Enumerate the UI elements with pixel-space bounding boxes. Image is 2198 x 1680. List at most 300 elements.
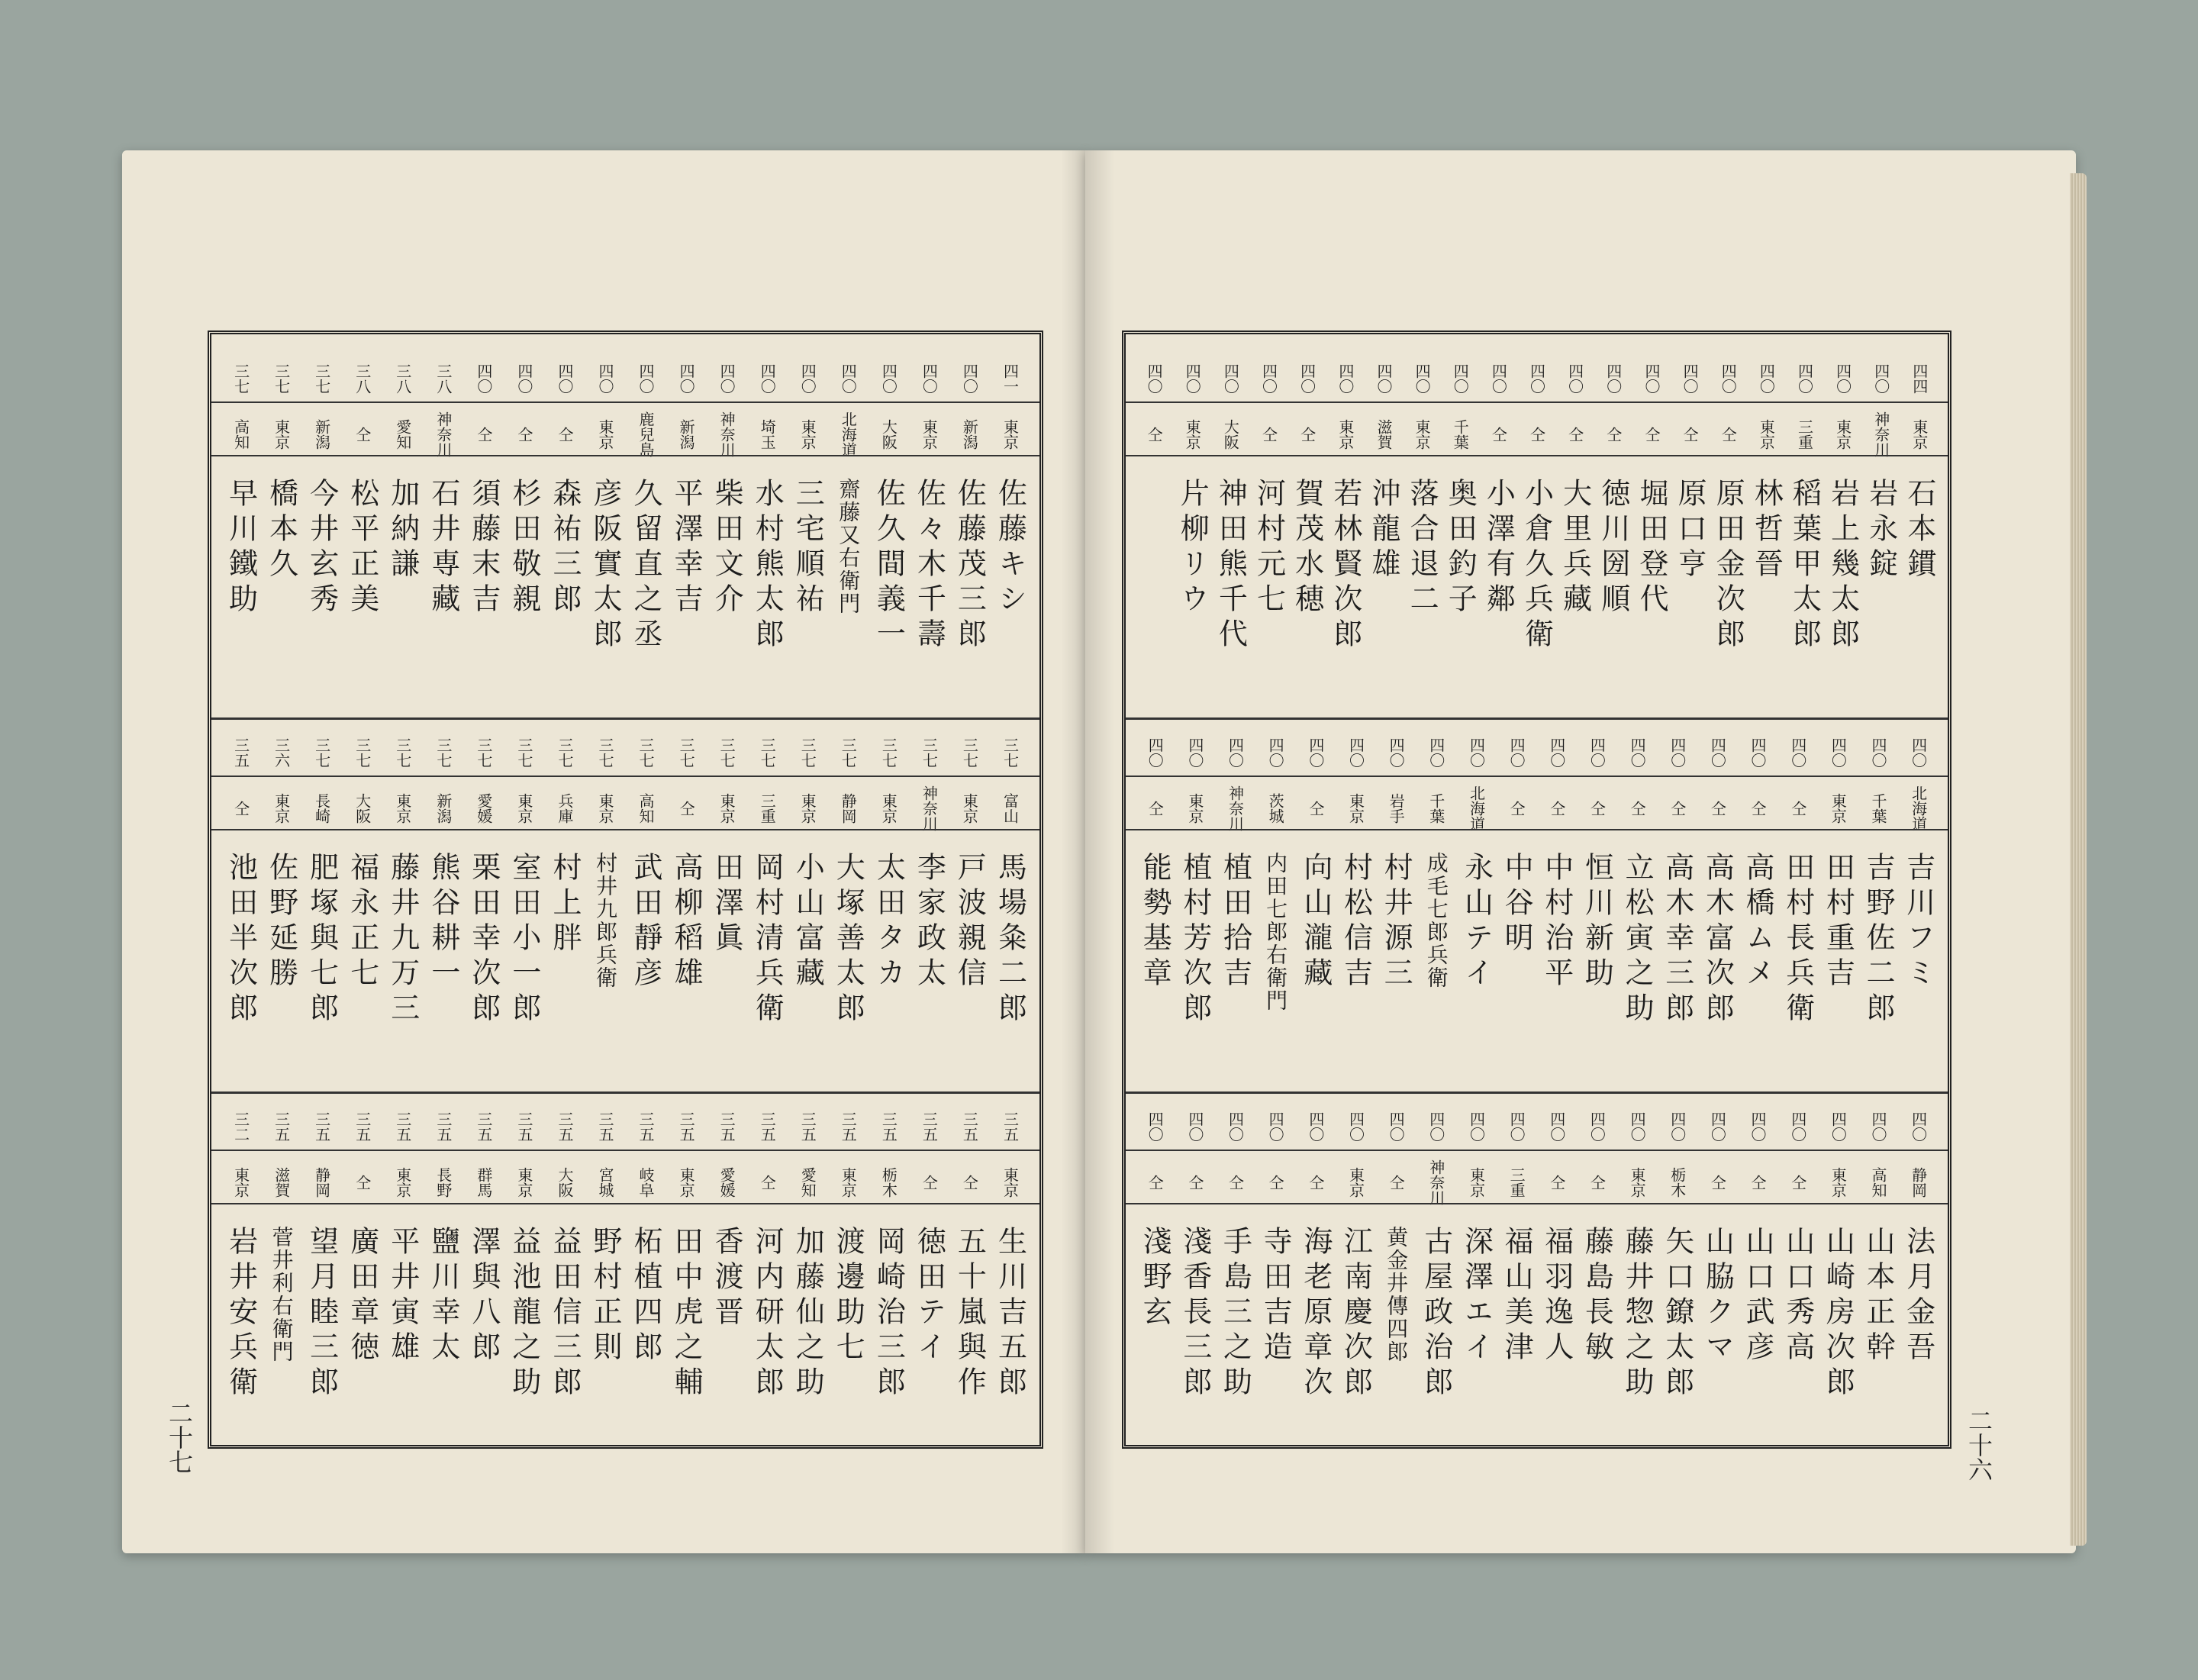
entry-name: 海老原章次 [1298, 1226, 1333, 1401]
entry-prefecture: 宮城 [596, 1167, 614, 1198]
entry-name: 吉川フミ [1901, 852, 1935, 992]
entry-age: 四〇 [1183, 363, 1202, 394]
entry-column [1858, 1105, 1899, 1417]
entry-age: 四〇 [1871, 363, 1890, 394]
entry-column [1777, 731, 1818, 1043]
entry-name: 永山テイ [1459, 852, 1494, 992]
entry-name: 田中虎之輔 [669, 1226, 704, 1401]
entry-age: 三五 [474, 1111, 493, 1142]
entry-name: 徳川圀順 [1596, 478, 1630, 618]
entry-prefecture: 仝 [1226, 1175, 1245, 1190]
entry-name: 柘植四郎 [629, 1226, 663, 1366]
entry-age: 三五 [1001, 1111, 1020, 1142]
entry-column [423, 731, 463, 1043]
entry-column [1632, 357, 1671, 669]
entry-prefecture: 北海道 [1909, 785, 1928, 831]
entry-prefecture: 仝 [1719, 427, 1738, 442]
entry-age: 四〇 [1748, 1111, 1768, 1142]
entry-column [626, 1105, 666, 1417]
entry-name: 野村正則 [588, 1226, 622, 1366]
entry-prefecture: 仝 [555, 427, 574, 442]
entry-column [1336, 1105, 1376, 1417]
entry-prefecture: 仝 [1185, 1175, 1204, 1190]
entry-name: 恒川新助 [1580, 852, 1614, 992]
entry-age: 四〇 [1719, 363, 1738, 394]
entry-prefecture: 仝 [1748, 801, 1768, 816]
entry-name: 福山美津 [1500, 1226, 1534, 1366]
entry-age: 三八 [393, 363, 412, 394]
entry-age: 四〇 [1909, 737, 1928, 768]
entry-column [1497, 731, 1537, 1043]
entry-age: 四〇 [1346, 737, 1365, 768]
entry-prefecture: 東京 [879, 793, 898, 824]
entry-prefecture: 愛媛 [474, 793, 493, 824]
entry-age: 三五 [717, 1111, 736, 1142]
entry-age: 四〇 [1306, 1111, 1325, 1142]
entry-prefecture: 東京 [1001, 419, 1020, 450]
entry-age: 三五 [677, 1111, 696, 1142]
rule-line [1126, 776, 1948, 777]
rule-line [1126, 829, 1948, 830]
entry-prefecture: 東京 [960, 793, 979, 824]
entry-column [1536, 731, 1577, 1043]
entry-prefecture: 東京 [1833, 419, 1852, 450]
entry-prefecture: 仝 [353, 1175, 372, 1190]
entry-name: 田村長兵衛 [1781, 852, 1815, 1027]
entry-column [382, 731, 423, 1043]
entry-age: 四〇 [1146, 1111, 1165, 1142]
entry-column [1497, 1105, 1537, 1417]
entry-prefecture: 仝 [1681, 427, 1700, 442]
entry-column [747, 731, 788, 1043]
entry-prefecture: 仝 [1266, 1175, 1285, 1190]
entry-prefecture: 神奈川 [1226, 785, 1245, 831]
entry-column [463, 1105, 504, 1417]
entry-prefecture: 仝 [1489, 427, 1508, 442]
entry-band [1135, 1105, 1939, 1417]
entry-name: 平井寅雄 [385, 1226, 420, 1366]
entry-age: 四〇 [1547, 1111, 1566, 1142]
entry-name: 原田金次郎 [1711, 478, 1745, 653]
entry-prefecture: 仝 [1547, 1175, 1566, 1190]
rule-line [1126, 401, 1948, 403]
entry-prefecture: 千葉 [1869, 793, 1888, 824]
entry-age: 四〇 [1451, 363, 1470, 394]
entry-prefecture: 仝 [1547, 801, 1566, 816]
entry-name: 成毛七郎兵衛 [1423, 852, 1449, 989]
entry-column [1594, 357, 1632, 669]
entry-age: 四〇 [1628, 1111, 1647, 1142]
entry-column [1135, 1105, 1175, 1417]
entry-prefecture: 東京 [596, 419, 614, 450]
entry-prefecture: 仝 [1387, 1175, 1406, 1190]
entry-name: 神田熊千代 [1213, 478, 1248, 653]
entry-column [1785, 357, 1823, 669]
entry-prefecture: 東京 [1413, 419, 1432, 450]
entry-column [1365, 357, 1403, 669]
entry-age: 四〇 [1507, 737, 1526, 768]
entry-prefecture: 神奈川 [1426, 1159, 1445, 1205]
entry-prefecture: 仝 [677, 801, 696, 816]
entry-name: 山脇クマ [1700, 1226, 1735, 1366]
entry-column [707, 357, 747, 669]
band-divider [211, 1092, 1039, 1094]
entry-name: 太田タカ [872, 852, 906, 992]
entry-band [1135, 357, 1939, 669]
entry-name: 香渡晋 [710, 1226, 744, 1331]
entry-age: 三五 [758, 1111, 777, 1142]
entry-age: 三五 [960, 1111, 979, 1142]
entry-column [1617, 1105, 1658, 1417]
entry-prefecture: 東京 [677, 1167, 696, 1198]
entry-column [1818, 731, 1858, 1043]
entry-column [949, 357, 990, 669]
entry-name: 佐々木千壽 [912, 478, 946, 653]
entry-age: 四〇 [1489, 363, 1508, 394]
entry-name: 杉田敬親 [507, 478, 541, 618]
entry-age: 四〇 [1587, 1111, 1607, 1142]
entry-column [1577, 731, 1617, 1043]
entry-age: 四〇 [1185, 737, 1204, 768]
entry-column [666, 1105, 707, 1417]
entry-name: 齋藤又右衛門 [836, 478, 862, 615]
entry-name: 熊谷耕一 [426, 852, 460, 992]
entry-prefecture: 仝 [1507, 801, 1526, 816]
entry-column [1671, 357, 1709, 669]
entry-age: 四〇 [1668, 737, 1687, 768]
entry-column [423, 357, 463, 669]
entry-column [1456, 731, 1497, 1043]
band-divider [1126, 717, 1948, 720]
entry-column [1617, 731, 1658, 1043]
entry-column [1211, 357, 1249, 669]
entry-prefecture: 東京 [717, 793, 736, 824]
entry-age: 四〇 [1426, 737, 1445, 768]
entry-age: 四〇 [1748, 737, 1768, 768]
entry-band [1135, 731, 1939, 1043]
entry-column [1215, 1105, 1255, 1417]
entry-age: 三七 [312, 363, 331, 394]
entry-prefecture: 滋賀 [1374, 419, 1393, 450]
entry-column [828, 1105, 869, 1417]
entry-column [423, 1105, 463, 1417]
entry-age: 四〇 [1387, 737, 1406, 768]
entry-prefecture: 仝 [1642, 427, 1661, 442]
entry-column [1135, 357, 1173, 669]
entry-name: 山本正幹 [1861, 1226, 1896, 1366]
entry-prefecture: 仝 [1587, 801, 1607, 816]
entry-column [1416, 1105, 1456, 1417]
entry-column [342, 1105, 382, 1417]
entry-column [869, 357, 909, 669]
entry-column [261, 357, 301, 669]
entry-name: 淺香長三郎 [1178, 1226, 1212, 1401]
entry-name: 法月金吾 [1901, 1226, 1935, 1366]
entry-name: 田村重吉 [1821, 852, 1855, 992]
entry-name: 深澤エイ [1459, 1226, 1494, 1366]
entry-column [544, 357, 585, 669]
entry-prefecture: 三重 [758, 793, 777, 824]
entry-prefecture: 高知 [1869, 1167, 1888, 1198]
entry-age: 四〇 [1413, 363, 1432, 394]
entry-column [342, 731, 382, 1043]
entry-name: 村井九郎兵衛 [593, 852, 618, 989]
entry-name: 今井玄秀 [305, 478, 339, 618]
entry-age: 四〇 [1788, 1111, 1807, 1142]
entry-column [1697, 1105, 1738, 1417]
entry-age: 四〇 [758, 363, 777, 394]
entry-prefecture: 仝 [1668, 801, 1687, 816]
entry-age: 四〇 [1708, 1111, 1727, 1142]
entry-age: 三五 [879, 1111, 898, 1142]
entry-age: 三六 [272, 737, 291, 768]
entry-age: 四〇 [1869, 1111, 1888, 1142]
entry-name: 高木幸三郎 [1660, 852, 1694, 1027]
entry-column [1862, 357, 1900, 669]
entry-prefecture: 仝 [1708, 1175, 1727, 1190]
entry-age: 四〇 [879, 363, 898, 394]
entry-age: 四〇 [1266, 1111, 1285, 1142]
entry-age: 三七 [879, 737, 898, 768]
entry-prefecture: 神奈川 [717, 411, 736, 457]
entry-column [1441, 357, 1479, 669]
entry-column [1249, 357, 1288, 669]
entry-prefecture: 栃木 [1668, 1167, 1687, 1198]
entry-prefecture: 北海道 [839, 411, 858, 457]
entry-column [1657, 1105, 1697, 1417]
entry-prefecture: 仝 [353, 427, 372, 442]
entry-age: 三七 [433, 737, 453, 768]
entry-name: 吉野佐二郎 [1861, 852, 1896, 1027]
entry-prefecture: 栃木 [879, 1167, 898, 1198]
entry-age: 三七 [272, 363, 291, 394]
page-edge-stack [2070, 173, 2087, 1546]
entry-column [1824, 357, 1862, 669]
entry-column [261, 1105, 301, 1417]
entry-prefecture: 岩手 [1387, 793, 1406, 824]
entry-prefecture: 仝 [1628, 801, 1647, 816]
entry-band [221, 1105, 1030, 1417]
entry-prefecture: 愛媛 [717, 1167, 736, 1198]
entry-age: 三五 [312, 1111, 331, 1142]
entry-column [1479, 357, 1517, 669]
entry-age: 四〇 [1681, 363, 1700, 394]
entry-name: 澤與八郎 [466, 1226, 501, 1366]
entry-name: 松平正美 [345, 478, 379, 618]
entry-name: 佐野延勝 [264, 852, 298, 992]
entry-prefecture: 富山 [1001, 793, 1020, 824]
entry-name: 柴田文介 [710, 478, 744, 618]
entry-name: 肥塚與七郎 [305, 852, 339, 1027]
entry-name: 淺野玄 [1138, 1226, 1172, 1331]
entry-name: 橋本久 [264, 478, 298, 583]
entry-prefecture: 仝 [1259, 427, 1278, 442]
entry-column [585, 731, 625, 1043]
entry-age: 四〇 [1426, 1111, 1445, 1142]
entry-prefecture: 三重 [1507, 1167, 1526, 1198]
entry-name: 平澤幸吉 [669, 478, 704, 618]
entry-age: 三五 [798, 1111, 817, 1142]
entry-name: 石本鏆 [1902, 478, 1936, 583]
entry-prefecture: 仝 [758, 1175, 777, 1190]
open-book [122, 141, 2076, 1561]
entry-age: 四〇 [555, 363, 574, 394]
entry-name: 岩永錠 [1864, 478, 1898, 583]
entry-column [707, 731, 747, 1043]
entry-name: 稻葉甲太郎 [1787, 478, 1822, 653]
entry-name: 岩井安兵衛 [224, 1226, 258, 1401]
entry-prefecture: 長野 [433, 1167, 453, 1198]
entry-prefecture: 東京 [1757, 419, 1776, 450]
entry-column [1416, 731, 1456, 1043]
entry-age: 四〇 [1297, 363, 1317, 394]
entry-prefecture: 愛知 [393, 419, 412, 450]
entry-name: 鹽川幸太 [426, 1226, 460, 1366]
entry-prefecture: 東京 [920, 419, 939, 450]
entry-age: 三五 [637, 1111, 656, 1142]
right-page-number: 二十六 [1964, 1408, 1993, 1482]
entry-name: 早川鐵助 [224, 478, 258, 618]
entry-name: 山口武彦 [1741, 1226, 1775, 1366]
entry-name: 小倉久兵衛 [1520, 478, 1554, 653]
entry-column [1173, 357, 1211, 669]
entry-age: 四〇 [474, 363, 493, 394]
entry-age: 四〇 [1226, 1111, 1245, 1142]
entry-column [1536, 1105, 1577, 1417]
entry-name: 江南慶次郎 [1339, 1226, 1373, 1401]
left-page-number: 二十七 [165, 1401, 194, 1474]
entry-age: 四〇 [798, 363, 817, 394]
entry-column [504, 357, 544, 669]
entry-column [382, 1105, 423, 1417]
entry-prefecture: 北海道 [1467, 785, 1486, 831]
entry-prefecture: 新潟 [960, 419, 979, 450]
entry-prefecture: 群馬 [474, 1167, 493, 1198]
rule-line [211, 1150, 1039, 1151]
entry-name: 河内研太郎 [750, 1226, 785, 1401]
entry-age: 三七 [920, 737, 939, 768]
entry-name: 廣田章徳 [345, 1226, 379, 1366]
entry-name: 黄金井傳四郎 [1384, 1226, 1410, 1363]
entry-column [909, 731, 949, 1043]
entry-prefecture: 兵庫 [555, 793, 574, 824]
entry-column [1326, 357, 1365, 669]
entry-name: 馬場粂二郎 [993, 852, 1027, 1027]
entry-name: 五十嵐與作 [952, 1226, 987, 1401]
entry-column [221, 357, 261, 669]
rule-line [1126, 1150, 1948, 1151]
entry-name: 古屋政治郎 [1419, 1226, 1453, 1401]
entry-prefecture: 東京 [272, 419, 291, 450]
entry-name: 佐藤茂三郎 [952, 478, 987, 653]
entry-band [221, 731, 1030, 1043]
entry-age: 四四 [1910, 363, 1929, 394]
entry-prefecture: 東京 [514, 1167, 533, 1198]
entry-name: 栗田幸次郎 [466, 852, 501, 1027]
entry-name: 戸波親信 [952, 852, 987, 992]
rule-line [211, 1203, 1039, 1204]
entry-prefecture: 東京 [1829, 793, 1848, 824]
entry-age: 三七 [231, 363, 250, 394]
entry-prefecture: 東京 [272, 793, 291, 824]
entry-prefecture: 東京 [1910, 419, 1929, 450]
entry-column [1709, 357, 1747, 669]
rule-line [211, 455, 1039, 456]
entry-age: 三七 [717, 737, 736, 768]
entry-column [585, 1105, 625, 1417]
entry-column [707, 1105, 747, 1417]
entry-column [261, 731, 301, 1043]
entry-name: 生川吉五郎 [993, 1226, 1027, 1401]
entry-age: 四〇 [677, 363, 696, 394]
entry-age: 四〇 [1259, 363, 1278, 394]
entry-age: 四〇 [1869, 737, 1888, 768]
entry-name: 岩上幾太郎 [1826, 478, 1860, 653]
entry-age: 四〇 [1527, 363, 1546, 394]
entry-name: 山口秀高 [1781, 1226, 1815, 1366]
entry-column [990, 731, 1030, 1043]
entry-prefecture: 鹿兒島 [637, 411, 656, 457]
entry-column [1255, 1105, 1296, 1417]
entry-column [626, 731, 666, 1043]
band-divider [211, 717, 1039, 720]
entry-prefecture: 東京 [393, 1167, 412, 1198]
entry-column [1135, 731, 1175, 1043]
entry-name: 向山瀧藏 [1298, 852, 1333, 992]
entry-prefecture: 新潟 [677, 419, 696, 450]
entry-column [1898, 731, 1939, 1043]
entry-name: 沖龍雄 [1366, 478, 1400, 583]
entry-column [1900, 357, 1939, 669]
entry-name: 河村元七 [1252, 478, 1286, 618]
entry-age: 四〇 [1642, 363, 1661, 394]
entry-age: 四〇 [1467, 1111, 1486, 1142]
entry-column [909, 357, 949, 669]
entry-name: 藤井九万三 [385, 852, 420, 1027]
entry-prefecture: 仝 [231, 801, 250, 816]
entry-column [1376, 1105, 1416, 1417]
entry-prefecture: 仝 [1603, 427, 1623, 442]
entry-name: 中谷明 [1500, 852, 1534, 957]
entry-age: 三七 [555, 737, 574, 768]
entry-name: 手島三之助 [1218, 1226, 1252, 1401]
entry-name: 奥田釣子 [1443, 478, 1478, 618]
entry-column [949, 731, 990, 1043]
entry-age: 三八 [433, 363, 453, 394]
entry-column [1175, 731, 1216, 1043]
entry-name: 石井専藏 [426, 478, 460, 618]
entry-column [1556, 357, 1594, 669]
entry-prefecture: 仝 [514, 427, 533, 442]
entry-prefecture: 東京 [1001, 1167, 1020, 1198]
entry-column [869, 1105, 909, 1417]
entry-name: 植村芳次郎 [1178, 852, 1212, 1027]
entry-age: 四〇 [1306, 737, 1325, 768]
entry-age: 四〇 [960, 363, 979, 394]
entry-prefecture: 新潟 [312, 419, 331, 450]
entry-name: 大塚善太郎 [831, 852, 865, 1027]
entry-age: 三七 [798, 737, 817, 768]
entry-name: 菅井利右衛門 [269, 1226, 295, 1363]
rule-line [1126, 455, 1948, 456]
entry-prefecture: 新潟 [433, 793, 453, 824]
entry-column [1336, 731, 1376, 1043]
entry-name: 池田半次郎 [224, 852, 258, 1027]
entry-age: 四〇 [717, 363, 736, 394]
entry-name: 望月睦三郎 [305, 1226, 339, 1401]
entry-age: 三七 [393, 737, 412, 768]
entry-age: 四〇 [920, 363, 939, 394]
